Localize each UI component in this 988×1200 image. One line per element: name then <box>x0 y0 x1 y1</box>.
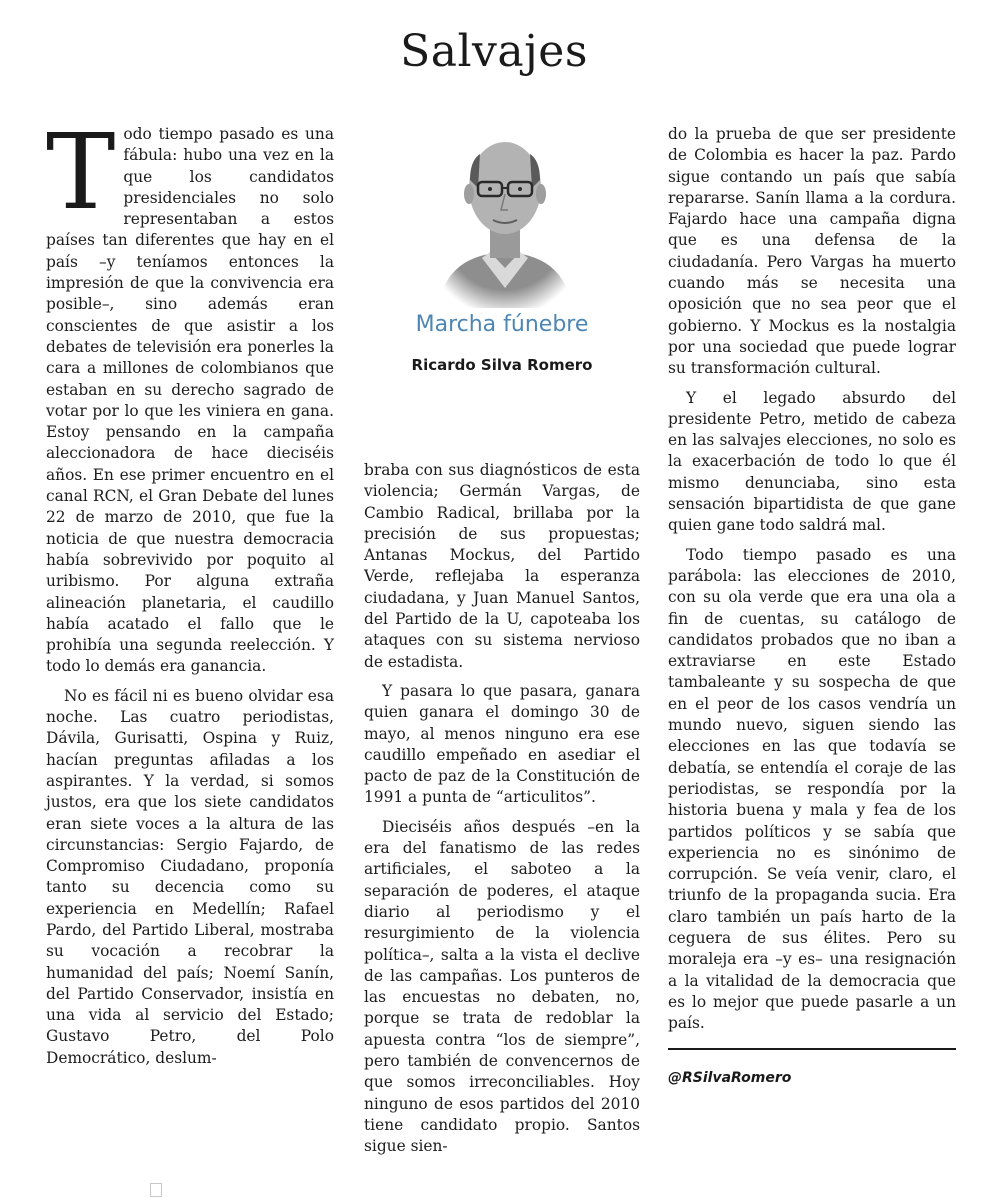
paragraph: No es fácil ni es bueno olvidar esa noche. Las cuatro periodistas, Dávila, Gurisatti, Ospina y Ruiz, hacían preguntas afiladas a los aspirantes. Y la verdad, si somos justos, era que los siete candidatos eran siete voces a la altura de las circunstancias: Sergio Fajardo, de Compromiso Ciudadano, proponía tanto su decencia como su experiencia en Medellín; Rafael Pardo, del Partido Liberal, mostraba su vocación a recobrar la humanidad del país; Noemí Sanín, del Partido Conservador, insistía en una vida al servicio del Estado; Gustavo Petro, del Polo Democrático, deslum- <box>46 686 334 1067</box>
paragraph: Todo tiempo pasado es una parábola: las elecciones de 2010, con su ola verde que era una ola a fin de cuentas, su catálogo de candidatos probados que no iban a extraviarse en este Estado tambaleante y su sospecha de que en el peor de los casos vendría un mundo nuevo, siguen siendo las elecciones en las que todavía se debatía, se entendía el coraje de las periodistas, se respondía por la historia buena y mala y fea de los partidos políticos y se sabía que experiencia no es sinónimo de corrupción. Se veía venir, claro, el triunfo de la propaganda sucia. Era claro también un país harto de la ceguera de sus élites. Pero su moraleja era –y es– una resignación a la vitalidad de la democracia que es lo mejor que puede pasarle a un país. <box>668 545 956 1033</box>
twitter-handle[interactable]: @RSilvaRomero <box>668 1070 792 1086</box>
paragraph: Y el legado absurdo del presidente Petro, metido de cabeza en las salvajes elecciones, no solo es la exacerbación de todo lo que él mismo denunciaba, sino esta sensación bipartidista de que gane quien gane todo saldrá mal. <box>668 388 956 535</box>
paragraph <box>46 111 334 678</box>
author-portrait <box>430 128 580 308</box>
drop-cap: T <box>46 111 116 233</box>
column-2 <box>364 460 640 1166</box>
paragraph: Dieciséis años después –en la era del fanatismo de las redes artificiales, el saboteo a la separación de poderes, el ataque diario al periodismo y el resurgimiento de la violencia política–, salta a la vista el declive de las campañas. Los punteros de las encuestas no debaten, no, porque se trata de redoblar la apuesta contra “los de siempre”, pero también de convencernos de que somos irreconciliables. Hoy ninguno de esos partidos del 2010 tiene candidato propio. Santos sigue sien- <box>364 817 640 1156</box>
headline: Salvajes <box>400 26 588 77</box>
crop-mark <box>150 1183 162 1197</box>
paragraph: braba con sus diagnósticos de esta violencia; Germán Vargas, de Cambio Radical, brillaba por la precisión de sus propuestas; Antanas Mockus, del Partido Verde, reflejaba la esperanza ciudadana, y Juan Manuel Santos, del Partido de la U, capoteaba los ataques con su sistema nervioso de estadista. <box>364 461 640 671</box>
author-byline: Ricardo Silva Romero <box>411 356 593 374</box>
column-3 <box>668 124 956 1042</box>
paragraph-text: odo tiempo pasado es una fábula: hubo una vez en la que los candidatos presidenciales no solo representaban a estos países tan diferentes que hay en el país –y teníamos entonces la impresión de que la convivencia era posible–, sino además eran conscientes de que asistir a los debates de televisión era ponerles la cara a millones de colombianos que estaban en su derecho sagrado de votar por lo que les viniera en gana. Estoy pensando en la campaña aleccionadora de hace dieciséis años. En ese primer encuentro en el canal RCN, el Gran Debate del lunes 22 de marzo de 2010, que fue la noticia de que nuestra democracia había sobrevivido por poquito al uribismo. Por alguna extraña alineación planetaria, el caudillo había acatado el fallo que le prohibía una segunda reelección. Y todo lo demás era ganancia. <box>46 125 334 676</box>
paragraph: do la prueba de que ser presidente de Colombia es hacer la paz. Pardo sigue contando un país que sabía repararse. Sanín llama a la cordura. Fajardo hace una campaña digna que es una defensa de la ciudadanía. Pero Vargas ha muerto cuando más se necesita una oposición que no sea peor que el gobierno. Y Mockus es la nostalgia por una sociedad que puede lograr su transformación cultural. <box>668 125 956 378</box>
column-1 <box>46 111 334 1077</box>
section-label: Marcha fúnebre <box>415 312 589 337</box>
paragraph: Y pasara lo que pasara, ganara quien ganara el domingo 30 de mayo, al menos ninguno era ese caudillo empeñado en asediar el pacto de paz de la Constitución de 1991 a punta de “articulitos”. <box>364 681 640 807</box>
footer-rule <box>668 1048 956 1050</box>
